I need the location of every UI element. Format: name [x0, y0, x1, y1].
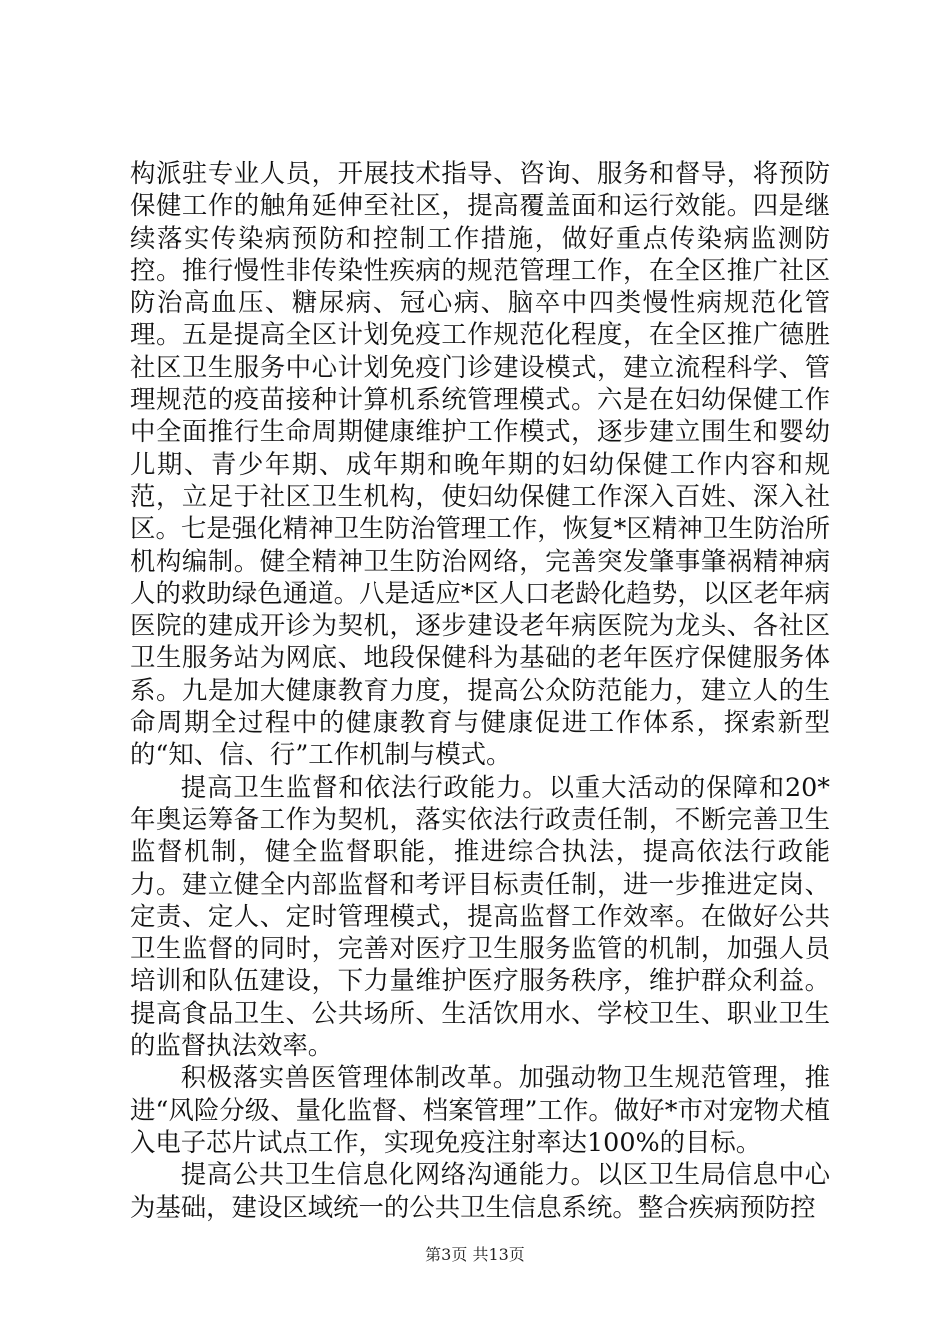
- paragraph-2: 提高卫生监督和依法行政能力。以重大活动的保障和20*年奥运筹备工作为契机，落实依法行政责任制，不断完善卫生监督机制，健全监督职能，推进综合执法，提高依法行政能力。建立健全内部监督和考评目标责任制，进一步推进定岗、定责、定人、定时管理模式，提高监督工作效率。在做好公共卫生监督的同时，完善对医疗卫生服务监管的机制，加强人员培训和队伍建设，下力量维护医疗服务秩序，维护群众利益。提高食品卫生、公共场所、生活饮用水、学校卫生、职业卫生的监督执法效率。: [130, 771, 830, 1061]
- paragraph-3: 积极落实兽医管理体制改革。加强动物卫生规范管理，推进“风险分级、量化监督、档案管理”工作。做好*市对宠物犬植入电子芯片试点工作，实现免疫注射率达100%的目标。: [130, 1062, 830, 1157]
- document-body: [130, 157, 830, 1223]
- paragraph-4: 提高公共卫生信息化网络沟通能力。以区卫生局信息中心为基础，建设区域统一的公共卫生信息系统。整合疾病预防控: [130, 1159, 830, 1222]
- paragraph-1: 构派驻专业人员，开展技术指导、咨询、服务和督导，将预防保健工作的触角延伸至社区，提高覆盖面和运行效能。四是继续落实传染病预防和控制工作措施，做好重点传染病监测防控。推行慢性非传染性疾病的规范管理工作，在全区推广社区防治高血压、糖尿病、冠心病、脑卒中四类慢性病规范化管理。五是提高全区计划免疫工作规范化程度，在全区推广德胜社区卫生服务中心计划免疫门诊建设模式，建立流程科学、管理规范的疫苗接种计算机系统管理模式。六是在妇幼保健工作中全面推行生命周期健康维护工作模式，逐步建立围生和婴幼儿期、青少年期、成年期和晚年期的妇幼保健工作内容和规范，立足于社区卫生机构，使妇幼保健工作深入百姓、深入社区。七是强化精神卫生防治管理工作，恢复*区精神卫生防治所机构编制。健全精神卫生防治网络，完善突发肇事肇祸精神病人的救助绿色通道。八是适应*区人口老龄化趋势，以区老年病医院的建成开诊为契机，逐步建设老年病医院为龙头、各社区卫生服务站为网底、地段保健科为基础的老年医疗保健服务体系。九是加大健康教育力度，提高公众防范能力，建立人的生命周期全过程中的健康教育与健康促进工作体系，探索新型的“知、信、行”工作机制与模式。: [130, 158, 830, 770]
- page-number-footer: 第3页 共13页: [425, 1245, 525, 1264]
